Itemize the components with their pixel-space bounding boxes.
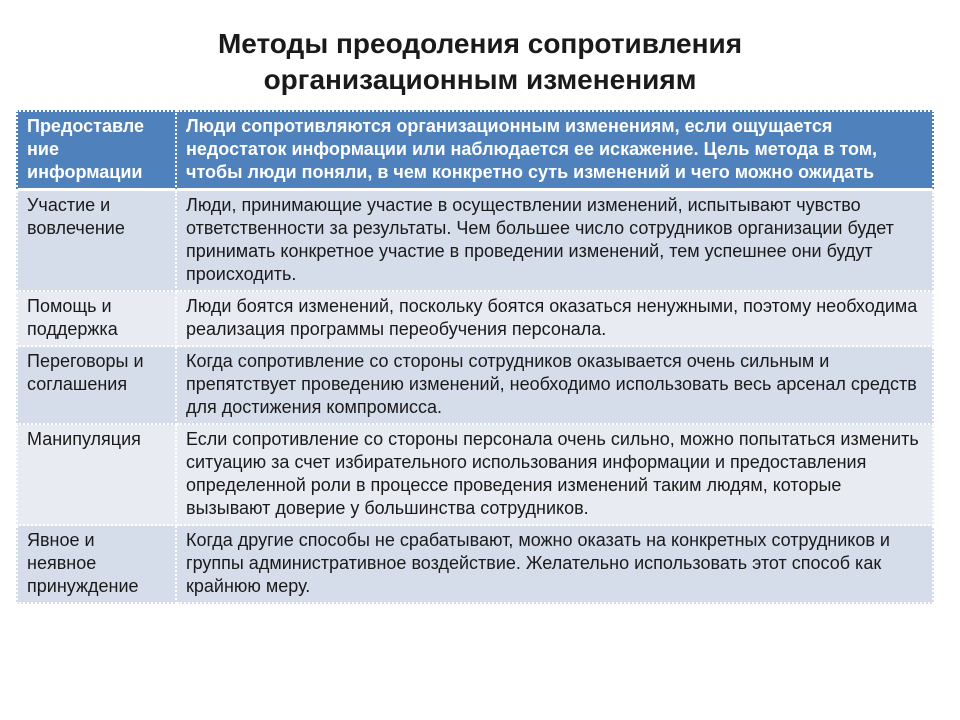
description-cell: Люди, принимающие участие в осуществлении изменений, испытывают чувство ответственности за результаты. Чем большее число сотрудников организации будет принимать конкретное участие в проведении изменений, тем успешнее они будут происходить. bbox=[177, 191, 934, 292]
method-cell: Манипуляция bbox=[16, 425, 177, 526]
table-row bbox=[16, 526, 934, 604]
methods-table bbox=[16, 110, 934, 604]
description-cell: Когда сопротивление со стороны сотрудников оказывается очень сильным и препятствует проведению изменений, необходимо использовать весь арсенал средств для достижения компромисса. bbox=[177, 347, 934, 425]
table-row bbox=[16, 425, 934, 526]
description-cell: Люди боятся изменений, поскольку боятся оказаться ненужными, поэтому необходима реализация программы переобучения персонала. bbox=[177, 292, 934, 347]
description-cell: Когда другие способы не срабатывают, можно оказать на конкретных сотрудников и группы административное воздействие. Желательно использовать этот способ как крайнюю меру. bbox=[177, 526, 934, 604]
method-cell: Предоставле ние информации bbox=[16, 110, 177, 191]
table-row bbox=[16, 347, 934, 425]
description-cell: Если сопротивление со стороны персонала очень сильно, можно попытаться изменить ситуацию за счет избирательного использования информации и предоставления определенной роли в процессе проведения изменений таким людям, которые вызывают доверие у большинства сотрудников. bbox=[177, 425, 934, 526]
slide-title-line-1: Методы преодоления сопротивления bbox=[217, 28, 743, 59]
method-cell: Явное и неявное принуждение bbox=[16, 526, 177, 604]
table-row bbox=[16, 191, 934, 292]
method-cell: Участие и вовлечение bbox=[16, 191, 177, 292]
slide-title-line-2: организационным изменениям bbox=[263, 64, 697, 95]
description-cell: Люди сопротивляются организационным изменениям, если ощущается недостаток информации или наблюдается ее искажение. Цель метода в том, чтобы люди поняли, в чем конкретно суть изменений и чего можно ожидать bbox=[177, 110, 934, 191]
slide-title bbox=[0, 26, 960, 98]
method-cell: Переговоры и соглашения bbox=[16, 347, 177, 425]
table-row-header bbox=[16, 110, 934, 191]
method-cell: Помощь и поддержка bbox=[16, 292, 177, 347]
table-row bbox=[16, 292, 934, 347]
